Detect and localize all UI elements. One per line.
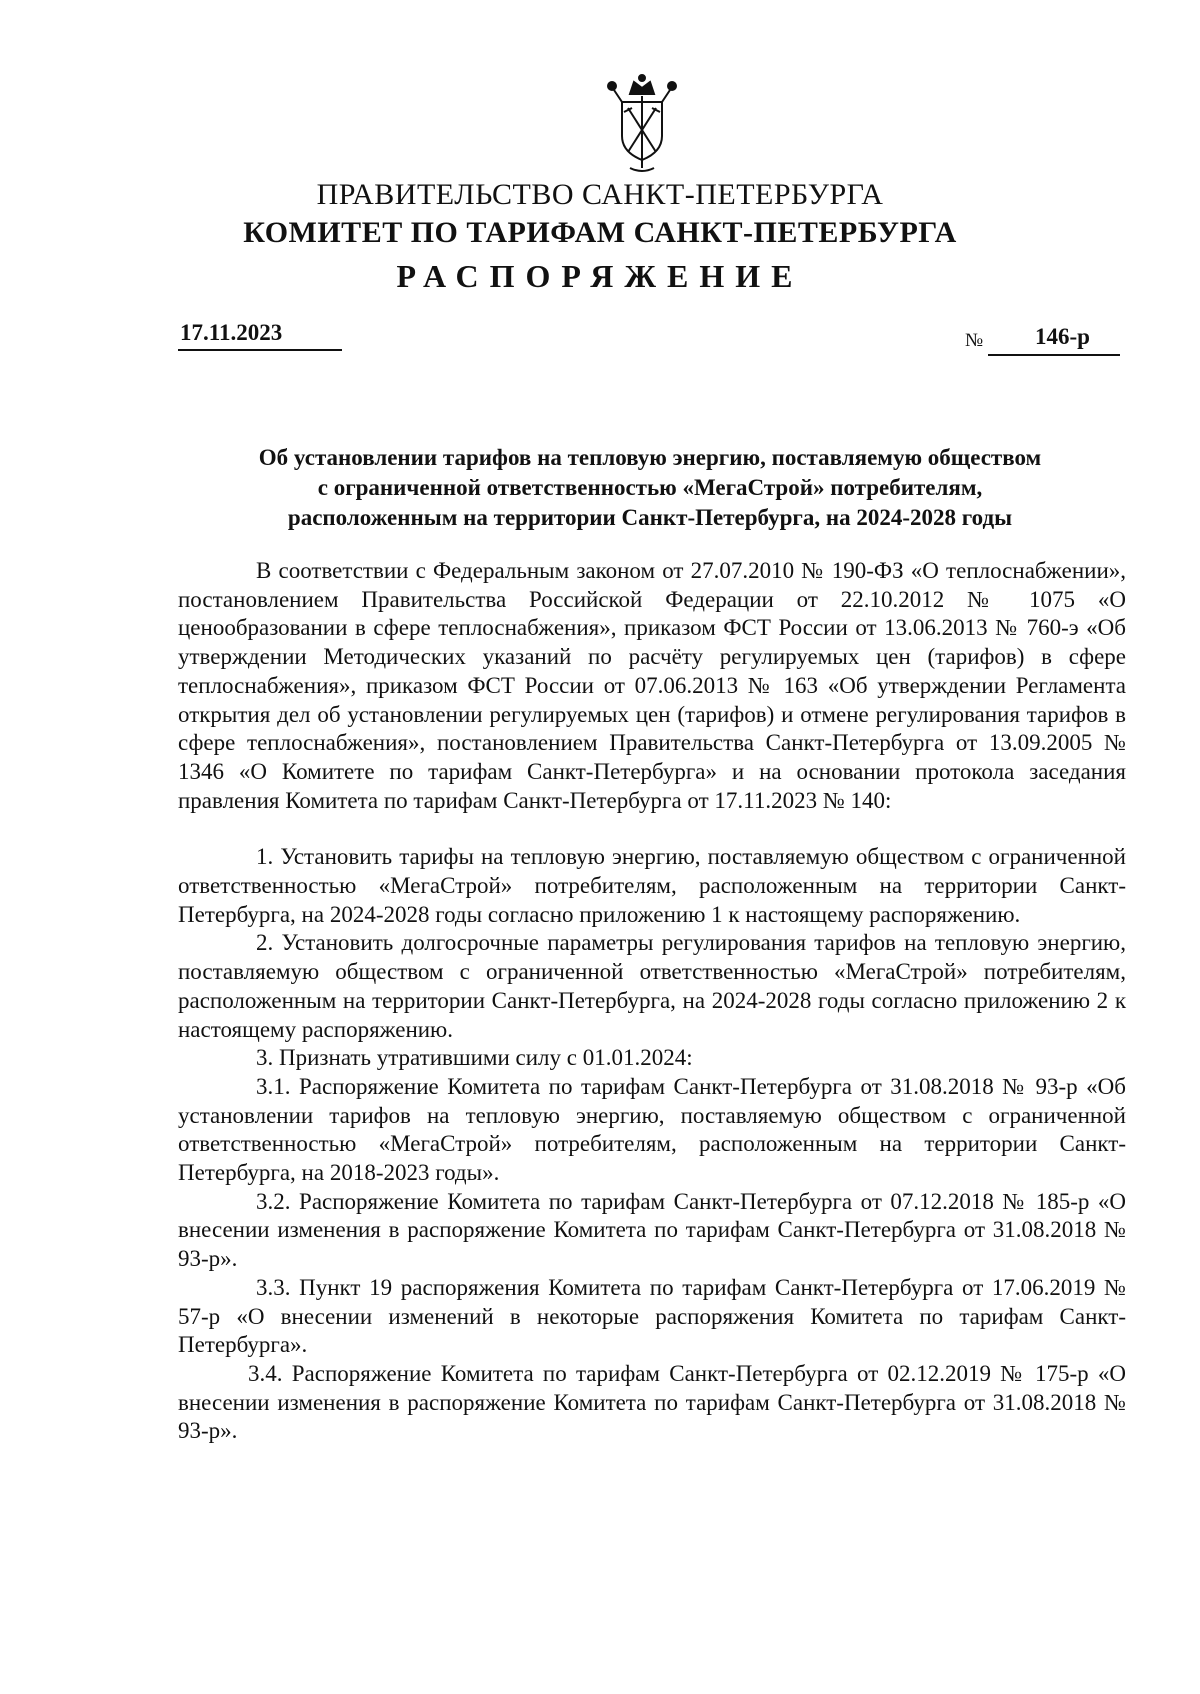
number-underline (988, 354, 1120, 356)
item-3-3-paragraph: 3.3. Пункт 19 распоряжения Комитета по тарифам Санкт-Петербурга от 17.06.2019 № 57-р «О внесении изменений в некоторые распоряжения Комитета по тарифам Санкт-Петербурга». (178, 1274, 1126, 1358)
document-number: 146-р (1035, 324, 1090, 349)
item-2-paragraph: 2. Установить долгосрочные параметры регулирования тарифов на тепловую энергию, поставляемую обществом с ограниченной ответственностью «МегаСтрой» потребителям, расположенным на территории Санкт-Петербурга, на 2024-2028 годы согласно приложению 2 к настоящему распоряжению. (178, 930, 1126, 1042)
item-3-1-paragraph: 3.1. Распоряжение Комитета по тарифам Санкт-Петербурга от 31.08.2018 № 93-р «Об установлении тарифов на тепловую энергию, поставляемую обществом с ограниченной ответственностью «МегаСтрой» потребителям, расположенным на территории Санкт-Петербурга, на 2018-2023 годы». (178, 1073, 1126, 1186)
document-title (170, 443, 1130, 533)
document-body (178, 557, 1126, 1446)
title-line: расположенным на территории Санкт-Петербурга, на 2024-2028 годы (287, 505, 1013, 530)
title-line: с ограниченной ответственностью «МегаСтрой» потребителям, (317, 475, 983, 500)
item-3-4-paragraph: 3.4. Распоряжение Комитета по тарифам Санкт-Петербурга от 02.12.2019 № 175-р «О внесении изменения в распоряжение Комитета по тарифам Санкт-Петербурга от 31.08.2018 № 93-р». (178, 1360, 1126, 1444)
item-1-paragraph: 1. Установить тарифы на тепловую энергию, поставляемую обществом с ограниченной ответственностью «МегаСтрой» потребителям, расположенным на территории Санкт-Петербурга, на 2024-2028 годы согласно приложению 1 к настоящему распоряжению. (178, 844, 1126, 927)
document-type-heading: РАСПОРЯЖЕНИЕ (396, 258, 804, 294)
number-sign: № (965, 330, 984, 351)
government-heading: ПРАВИТЕЛЬСТВО САНКТ-ПЕТЕРБУРГА (316, 178, 884, 211)
coat-of-arms-emblem (600, 72, 684, 176)
date-underline (178, 349, 342, 351)
item-3-2-paragraph: 3.2. Распоряжение Комитета по тарифам Санкт-Петербурга от 07.12.2018 № 185-р «О внесении изменения в распоряжение Комитета по тарифам Санкт-Петербурга от 31.08.2018 № 93-р». (178, 1188, 1126, 1272)
title-line: Об установлении тарифов на тепловую энергию, поставляемую обществом (258, 445, 1042, 470)
preamble-paragraph: В соответствии с Федеральным законом от 27.07.2010 № 190-ФЗ «О теплоснабжении», постановлением Правительства Российской Федерации от 22.10.2012 № 1075 «О ценообразовании в сфере теплоснабжения», приказом ФСТ России от 13.06.2013 № 760-э «Об утверждении Методических указаний по расчёту регулируемых цен (тарифов) в сфере теплоснабжения», приказом ФСТ России от 07.06.2013 № 163 «Об утверждении Регламента открытия дел об установлении регулируемых цен (тарифов) и отмене регулирования тарифов в сфере теплоснабжения», постановлением Правительства Санкт-Петербурга от 13.09.2005 № 1346 «О Комитете по тарифам Санкт-Петербурга» и на основании протокола заседания правления Комитета по тарифам Санкт-Петербурга от 17.11.2023 № 140: (178, 558, 1126, 813)
item-3-paragraph: 3. Признать утратившими силу с 01.01.2024: (256, 1045, 693, 1071)
document-date: 17.11.2023 (180, 320, 283, 345)
committee-heading: КОМИТЕТ ПО ТАРИФАМ САНКТ-ПЕТЕРБУРГА (243, 216, 957, 249)
